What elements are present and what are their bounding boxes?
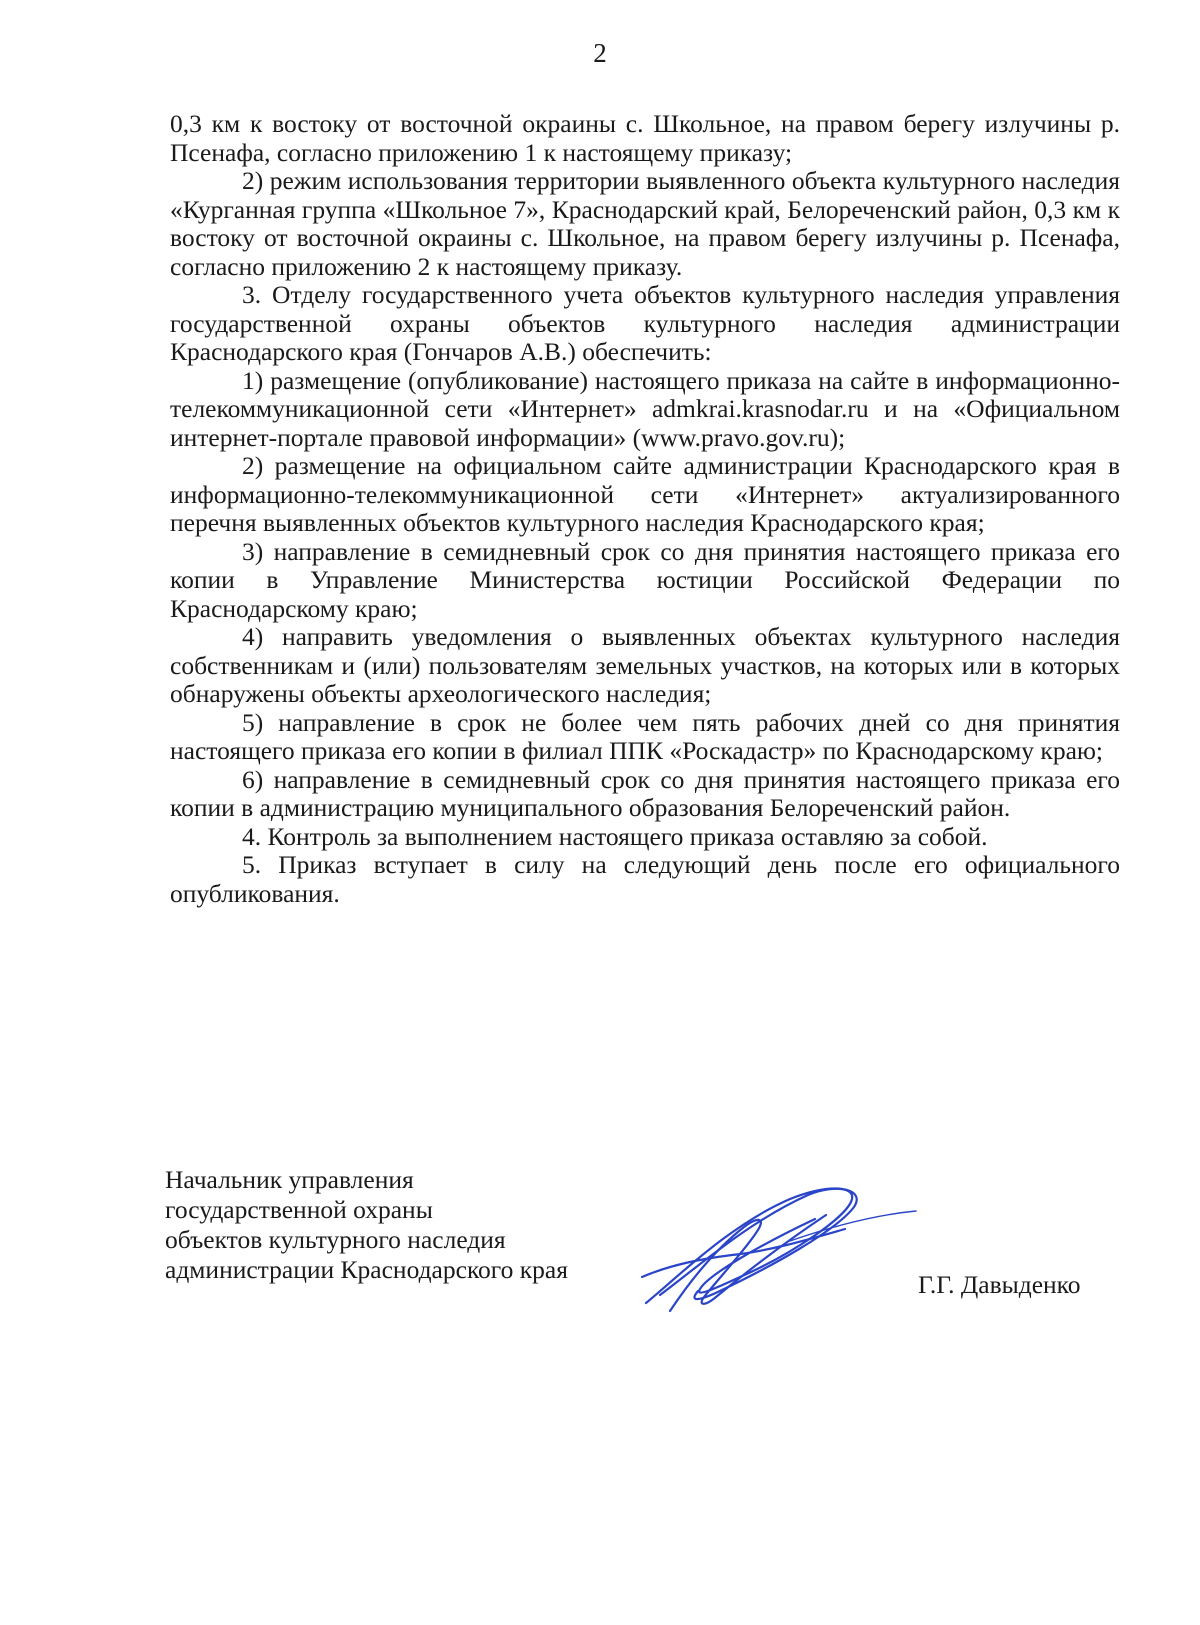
paragraph-section-5: 5. Приказ вступает в силу на следующий день после его официального опубликования. <box>170 850 1120 908</box>
signer-name: Г.Г. Давыденко <box>918 1270 1081 1299</box>
signer-position-line: администрации Краснодарского края <box>165 1255 568 1284</box>
paragraph-item-3-ministry: 3) направление в семидневный срок со дня принятия настоящего приказа его копии в Управление Министерства юстиции Российской Федерации по Краснодарскому краю; <box>170 536 1120 623</box>
handwritten-signature <box>640 1185 920 1315</box>
paragraph-item-4-notifications: 4) направить уведомления о выявленных объектах культурного наследия собственникам и (или) пользователям земельных участков, на которых или в которых обнаружены объекты археологического наследия; <box>170 622 1120 708</box>
paragraph-item-6-municipality: 6) направление в семидневный срок со дня принятия настоящего приказа его копии в администрацию муниципального образования Белореченский район. <box>170 764 1120 822</box>
signer-position <box>165 1165 568 1285</box>
paragraph-item-2-placement: 2) размещение на официальном сайте администрации Краснодарского края в информационно-телекоммуникационной сети «Интернет» актуализированного перечня выявленных объектов культурного наследия Краснодарского края; <box>170 451 1120 537</box>
paragraph-item-2-regime: 2) режим использования территории выявленного объекта культурного наследия «Курганная группа «Школьное 7», Краснодарский край, Белореченский район, 0,3 км к востоку от восточной окраины с. Школьное, на правом берегу излучины р. Псенафа, согласно приложению 2 к настоящему приказу. <box>170 166 1120 281</box>
paragraph-item-1-publication: 1) размещение (опубликование) настоящего приказа на сайте в информационно-телекоммуникационной сети «Интернет» admkrai.krasnodar.ru и на «Официальном интернет-портале правовой информации» (www.pravo.gov.ru); <box>170 365 1120 452</box>
page-number: 2 <box>593 38 607 68</box>
paragraph-item-5-roskadastr: 5) направление в срок не более чем пять рабочих дней со дня принятия настоящего приказа его копии в филиал ППК «Роскадастр» по Краснодарскому краю; <box>170 707 1120 765</box>
signer-position-line: объектов культурного наследия <box>165 1225 506 1254</box>
paragraph-section-4: 4. Контроль за выполнением настоящего приказа оставляю за собой. <box>242 821 988 851</box>
signer-position-line: государственной охраны <box>165 1195 433 1224</box>
paragraph-section-3: 3. Отделу государственного учета объектов культурного наследия управления государственной охраны объектов культурного наследия администрации Краснодарского края (Гончаров А.В.) обеспечить: <box>170 280 1120 366</box>
signer-position-line: Начальник управления <box>165 1165 414 1194</box>
paragraph-continuation: 0,3 км к востоку от восточной окраины с. Школьное, на правом берегу излучины р. Псенафа, согласно приложению 1 к настоящему приказу; <box>170 109 1120 167</box>
document-body <box>170 110 1120 908</box>
